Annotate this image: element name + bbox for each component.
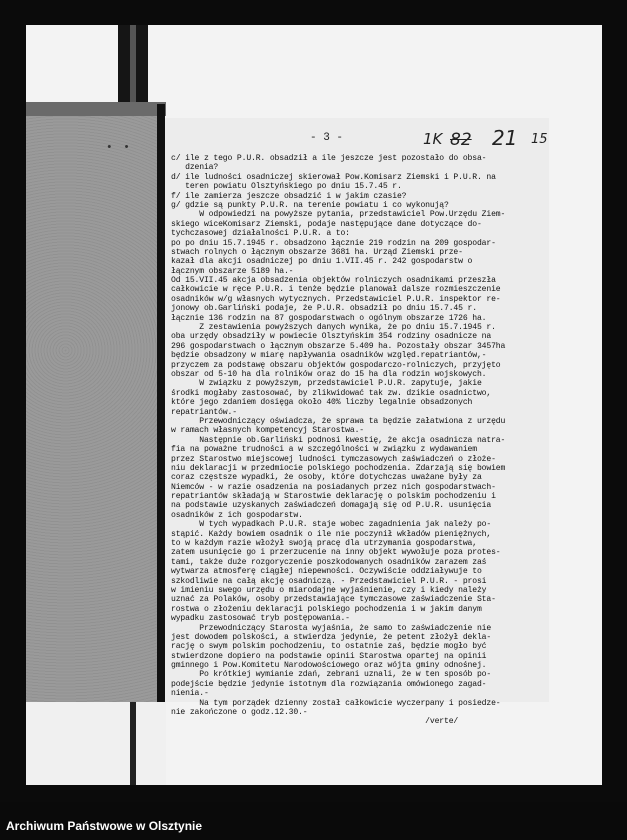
text-line: nie zakończone o godz.12.30.- (171, 708, 308, 718)
text-line: przez Starostwo miejscowej ludności tymczasowych zaświadczeń o złoże- (171, 454, 496, 464)
text-line: obszar od 5-10 ha dla rolników oraz do 15 ha dla rodzin wojskowych. (171, 369, 487, 379)
text-line: jonowy ob.Garliński podaje, że P.U.R. obsadził po dniu 15.7.45 r. (171, 304, 477, 314)
text-line: stąpić. Każdy bowiem osadnik o ile nie poczynił wkładów pieniężnych, (171, 529, 492, 539)
folder-hinge (26, 102, 166, 116)
text-line: dzenia? (171, 163, 219, 173)
text-line: szkodliwie na całą akcję osadniczą. - Przedstawiciel P.U.R. - prosi (171, 576, 487, 586)
document-header (165, 126, 549, 150)
text-line: repatriantów składają w Starostwie deklarację o polskim pochodzeniu i (171, 492, 496, 502)
text-line: zatem usunięcie go i przerzucenie na inny objekt wywołuje poza protes- (171, 548, 501, 558)
text-line: jest dowodem polskości, a stwierdza jedynie, że petent złożył dekla- (171, 632, 492, 642)
text-line: gminnego i Pow.Komitetu Narodowościowego oraz wójta gminy odnośnej. (171, 661, 487, 671)
text-line: tychczasowej działalności P.U.R. a to: (171, 229, 350, 239)
text-line: tami, także duże rozgoryczenie poszkodowanych osadników zarazem zaś (171, 557, 487, 567)
text-line: wytwarza atmosferę ciągłej niepewności. Oczywiście oddziaływuje to (171, 567, 482, 577)
text-line: łącznie 136 rodzin na 87 gospodarstwach o ogólnym obszarze 1726 ha. (171, 313, 487, 323)
text-line: 296 gospodarstwach o łącznym obszarze 5.409 ha. Pozostały obszar 3457ha (171, 341, 506, 351)
text-line: Po krótkiej wymianie zdań, zebrani uznali, że w ten sposób po- (171, 670, 492, 680)
archive-name: Archiwum Państwowe w Olsztynie (6, 819, 203, 833)
text-line: które jego zdaniem dosięga około 40% liczby legalnie obsadzonych (171, 398, 473, 408)
handwritten-note: 1K (423, 130, 443, 148)
handwritten-note: 82 (450, 130, 472, 150)
text-line: osadników z ich gospodarstw. (171, 510, 303, 520)
text-line: kazał dla akcji osadniczej po dniu 1.VII.45 r. 242 gospodarstw o (171, 257, 473, 267)
page-number: - 3 - (310, 132, 344, 144)
text-line: W związku z powyższym, przedstawiciel P.U.R. zapytuje, jakie (171, 379, 482, 389)
text-line: repatriantów.- (171, 407, 237, 417)
page-bottom-margin (26, 702, 166, 785)
text-line: w ramach własnych kompetencyj Starostwa.- (171, 426, 364, 436)
text-line: rostwa o złożeniu deklaracji polskiego pochodzenia i w jakim danym (171, 604, 482, 614)
text-line: całkowicie w ręce P.U.R. i tenże będzie planował dalsze rozmieszczenie (171, 285, 501, 295)
text-line: po po dniu 15.7.1945 r. obsadzono łącznie 219 rodzin na 209 gospodar- (171, 238, 496, 248)
text-line: przyczem za podstawę obszaru objektów gospodarczo-rolniczych, przyjęto (171, 360, 501, 370)
text-line: stwach rolnych o łącznym obszarze 3681 ha. Urząd Ziemski prze- (171, 247, 463, 257)
text-line: g/ gdzie są punkty P.U.R. na terenie powiatu i co wykonują? (171, 200, 449, 210)
text-line: Z zestawienia powyższych danych wynika, że po dniu 15.7.1945 r. (171, 323, 496, 333)
binder-clip-stem (130, 25, 136, 105)
binder-strip (130, 702, 136, 785)
text-line: skiego wiceKomisarz Ziemski, podaje następujące dane dotyczące do- (171, 219, 482, 229)
text-line: d/ ile ludności osadniczej skierował Pow.Komisarz Ziemski i P.U.R. na (171, 172, 496, 182)
handwritten-note: 15 (531, 132, 548, 147)
text-line: środki mogłaby zastosować, by zlikwidować tak zw. dzikie osadnictwo, (171, 388, 492, 398)
text-line: /verte/ (171, 717, 459, 727)
text-line: uznać za Polaków, osoby przedstawiające tymczasowe zaświadczenie Sta- (171, 595, 496, 605)
text-line: rację o swym polskim pochodzeniu, to ostatnie zaś, będzie mogło być (171, 642, 487, 652)
text-line: to w każdym razie włożył swoją pracę dla utrzymania gospodarstwa, (171, 539, 477, 549)
text-line: wypadku zastosować tryb postępowania.- (171, 614, 350, 624)
text-line: fia na poważne trudności a w szczególności w związku z wydawaniem (171, 445, 477, 455)
text-line: Od 15.VII.45 akcja obsadzenia objektów rolniczych osadnikami przeszła (171, 276, 496, 286)
text-line: Następnie ob.Garliński podnosi kwestię, że akcja osadnicza natra- (171, 435, 506, 445)
text-line: oba urzędy obsadziły w powiecie Olsztyńskim 354 rodziny osadnicze na (171, 332, 492, 342)
text-line: Przewodniczący Starosta wyjaśnia, że samo to zaświadczenie nie (171, 623, 492, 633)
text-line: osadników w/g własnych wytycznych. Przedstawiciel P.U.R. inspektor re- (171, 294, 501, 304)
typewritten-document (165, 118, 549, 727)
text-line: coraz częstsze wypadki, że osoby, które dotychczas uważane były za (171, 473, 482, 483)
text-line: niu deklaracji w przedmiocie polskiego pochodzenia. Zdarzają się bowiem (171, 463, 506, 473)
archive-footer (0, 802, 627, 840)
text-line: c/ ile z tego P.U.R. obsadził a ile jeszcze jest pozostało do obsa- (171, 154, 487, 163)
text-line: teren powiatu Olsztyńskiego po dniu 15.7.45 r. (171, 182, 402, 192)
text-line: stwierdzone dopiero na podstawie opinii Starostwa opartej na opinii (171, 651, 487, 661)
text-line: na podstawie uzyskanych zaświadczeń domagają się od P.U.R. usunięcia (171, 501, 492, 511)
folder-spine (157, 104, 165, 704)
document-body (171, 154, 549, 727)
text-line: Na tym porządek dzienny został całkowicie wyczerpany i posiedze- (171, 698, 501, 708)
flap-marks: • • (106, 142, 132, 154)
text-line: W tych wypadkach P.U.R. staje wobec zagadnienia jak należy po- (171, 520, 492, 530)
text-line: f/ ile zamierza jeszcze obsadzić i w jakim czasie? (171, 191, 407, 201)
text-line: Niemców - w razie osadzenia na posiadanych przez nich gospodarstwach- (171, 482, 496, 492)
text-line: w imieniu swego urzędu o miarodajne wyjaśnienie, czy i kiedy należy (171, 585, 487, 595)
text-line: Przewodniczący oświadcza, że sprawa ta będzie załatwiona z urzędu (171, 416, 506, 426)
text-line: W odpowiedzi na powyższe pytania, przedstawiciel Pow.Urzędu Ziem- (171, 210, 506, 220)
text-line: podejście będzie jedynie istotnym dla rozwiązania omówionego zagad- (171, 679, 487, 689)
handwritten-note: 21 (492, 126, 518, 150)
folder-flap (26, 116, 158, 702)
text-line: nienia.- (171, 689, 209, 699)
text-line: będzie obsadzony w miarę napływania osadników względ.repatriantów,- (171, 351, 487, 361)
text-line: łącznym obszarze 5189 ha.- (171, 266, 294, 276)
